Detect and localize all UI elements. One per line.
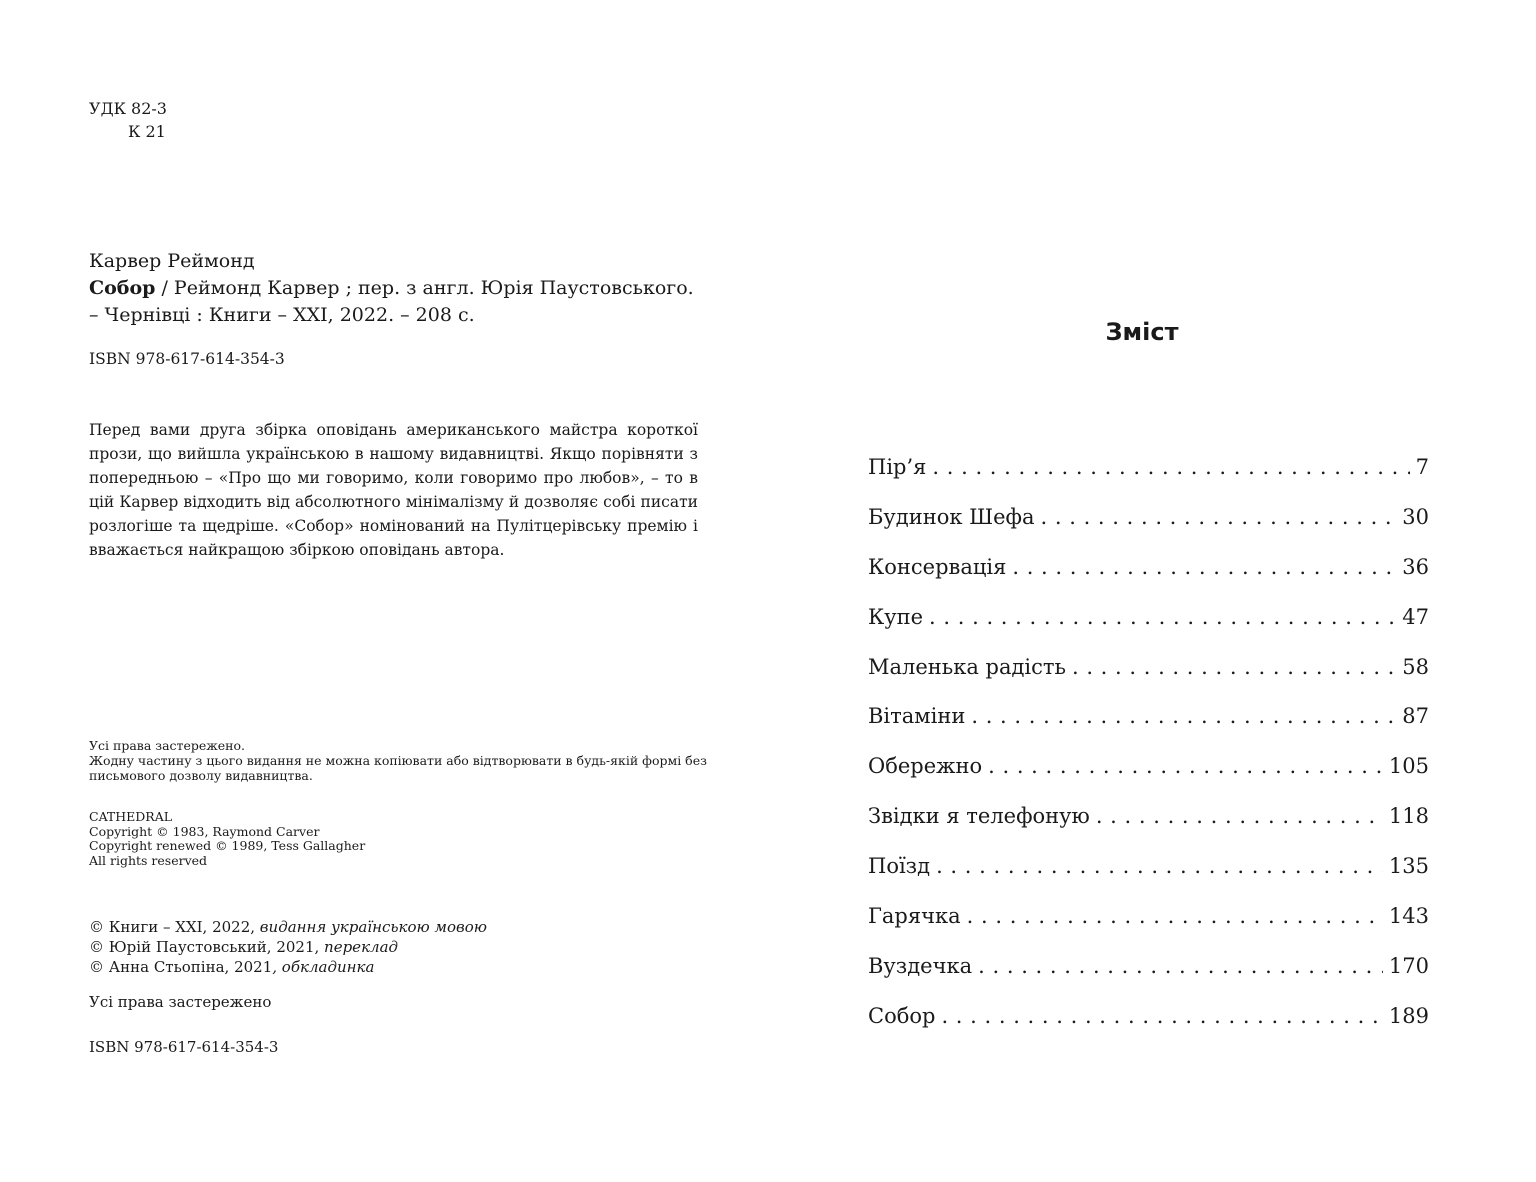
toc-page: 87 bbox=[1402, 704, 1429, 729]
rights-notice bbox=[89, 738, 709, 783]
leader-dots bbox=[1096, 804, 1383, 828]
copyright-list bbox=[89, 917, 487, 977]
leader-dots bbox=[978, 954, 1383, 978]
toc-page: 118 bbox=[1388, 804, 1429, 829]
toc-entry[interactable] bbox=[868, 655, 1429, 705]
title-details: / Реймонд Карвер ; пер. з англ. Юрія Паустовського. – Чернівці : Книги – XXI, 2022. – 208 с. bbox=[89, 277, 694, 326]
copyright-role: , обкладинка bbox=[272, 958, 375, 976]
leader-dots bbox=[1012, 555, 1396, 579]
toc-entry[interactable] bbox=[868, 954, 1429, 1004]
bbk-code: К 21 bbox=[128, 122, 166, 141]
toc-title: Купе bbox=[868, 604, 924, 629]
toc-page: 170 bbox=[1388, 953, 1429, 978]
author-line: Карвер Реймонд bbox=[89, 250, 255, 272]
rights-line-2: Жодну частину з цього видання не можна копіювати або відтворювати в будь-якій формі без письмового дозволу видавництва. bbox=[89, 753, 707, 783]
toc-page: 47 bbox=[1402, 604, 1429, 629]
udk-code: УДК 82-3 bbox=[89, 99, 167, 118]
toc-entry[interactable] bbox=[868, 804, 1429, 854]
original-reserved: All rights reserved bbox=[89, 852, 208, 868]
toc-page: 58 bbox=[1402, 654, 1429, 679]
toc-page: 135 bbox=[1388, 854, 1429, 879]
leader-dots bbox=[932, 455, 1409, 479]
copyright-line bbox=[89, 937, 487, 957]
toc-title: Консервація bbox=[868, 554, 1007, 579]
copyright-holder: © Анна Стьопіна, 2021 bbox=[89, 958, 273, 976]
toc-entry[interactable] bbox=[868, 1004, 1429, 1054]
copyright-role: видання українською мовою bbox=[259, 918, 487, 936]
toc-page: 143 bbox=[1388, 904, 1429, 929]
toc-entry[interactable] bbox=[868, 754, 1429, 804]
toc-entry[interactable] bbox=[868, 555, 1429, 605]
toc-page: 189 bbox=[1388, 1003, 1429, 1028]
toc-title: Будинок Шефа bbox=[868, 504, 1035, 529]
original-copyright-2: Copyright renewed © 1989, Tess Gallagher bbox=[89, 838, 366, 853]
copyright-holder: © Юрій Паустовський, 2021, bbox=[89, 938, 325, 956]
leader-dots bbox=[936, 854, 1383, 878]
copyright-holder: © Книги – XXI, 2022, bbox=[89, 918, 260, 936]
leader-dots bbox=[967, 904, 1383, 928]
rights-line-1: Усі права застережено. bbox=[89, 738, 245, 753]
original-title: CATHEDRAL bbox=[89, 809, 173, 824]
title-description bbox=[89, 275, 699, 329]
bibliographic-record bbox=[89, 248, 699, 329]
leader-dots bbox=[929, 605, 1396, 629]
original-copyright bbox=[89, 810, 365, 868]
original-copyright-1: Copyright © 1983, Raymond Carver bbox=[89, 823, 320, 839]
toc-title: Пір’я bbox=[868, 455, 927, 479]
toc-page: 30 bbox=[1402, 504, 1429, 529]
leader-dots bbox=[941, 1004, 1382, 1028]
toc-page: 7 bbox=[1415, 455, 1429, 479]
leader-dots bbox=[971, 704, 1396, 728]
toc-entry[interactable] bbox=[868, 704, 1429, 754]
copyright-role: переклад bbox=[324, 938, 399, 956]
annotation: Перед вами друга збірка оповідань американського майстра короткої прози, що вийшла українською в нашому видавництві. Якщо порівняти з попередньою – «Про що ми говоримо, коли говоримо про любов», – то в цій Карвер відходить від абсолютного мінімалізму й дозволяє собі писати розлогіше та щедріше. «Собор» номінований на Пулітцерівську премію і вважається найкращою збіркою оповідань автора. bbox=[89, 421, 698, 559]
toc-page: 105 bbox=[1388, 754, 1429, 779]
toc-title: Маленька радість bbox=[868, 654, 1066, 679]
toc-title: Звідки я телефоную bbox=[868, 804, 1090, 829]
toc-title: Гарячка bbox=[868, 904, 961, 929]
leader-dots bbox=[1041, 505, 1397, 529]
toc-title: Поїзд bbox=[868, 854, 931, 879]
isbn-bottom: ISBN 978-617-614-354-3 bbox=[89, 1038, 279, 1056]
toc-title: Вітаміни bbox=[868, 704, 966, 729]
toc-entry[interactable] bbox=[868, 904, 1429, 954]
toc-entry[interactable] bbox=[868, 854, 1429, 904]
toc-title: Собор bbox=[868, 1003, 936, 1028]
copyright-line bbox=[89, 957, 487, 977]
table-of-contents bbox=[868, 455, 1429, 1054]
toc-page: 36 bbox=[1402, 554, 1429, 579]
copyright-line bbox=[89, 917, 487, 937]
leader-dots bbox=[1072, 655, 1396, 679]
book-title: Собор bbox=[89, 277, 156, 299]
contents-page bbox=[768, 0, 1536, 1182]
toc-entry[interactable] bbox=[868, 505, 1429, 555]
leader-dots bbox=[988, 754, 1383, 778]
rights-bottom: Усі права застережено bbox=[89, 993, 272, 1011]
classification-codes bbox=[89, 97, 167, 143]
toc-title: Вуздечка bbox=[868, 953, 973, 978]
contents-heading: Зміст bbox=[1105, 318, 1179, 346]
toc-title: Обережно bbox=[868, 754, 983, 779]
toc-entry[interactable] bbox=[868, 455, 1429, 505]
isbn-top: ISBN 978-617-614-354-3 bbox=[89, 350, 285, 368]
toc-entry[interactable] bbox=[868, 605, 1429, 655]
